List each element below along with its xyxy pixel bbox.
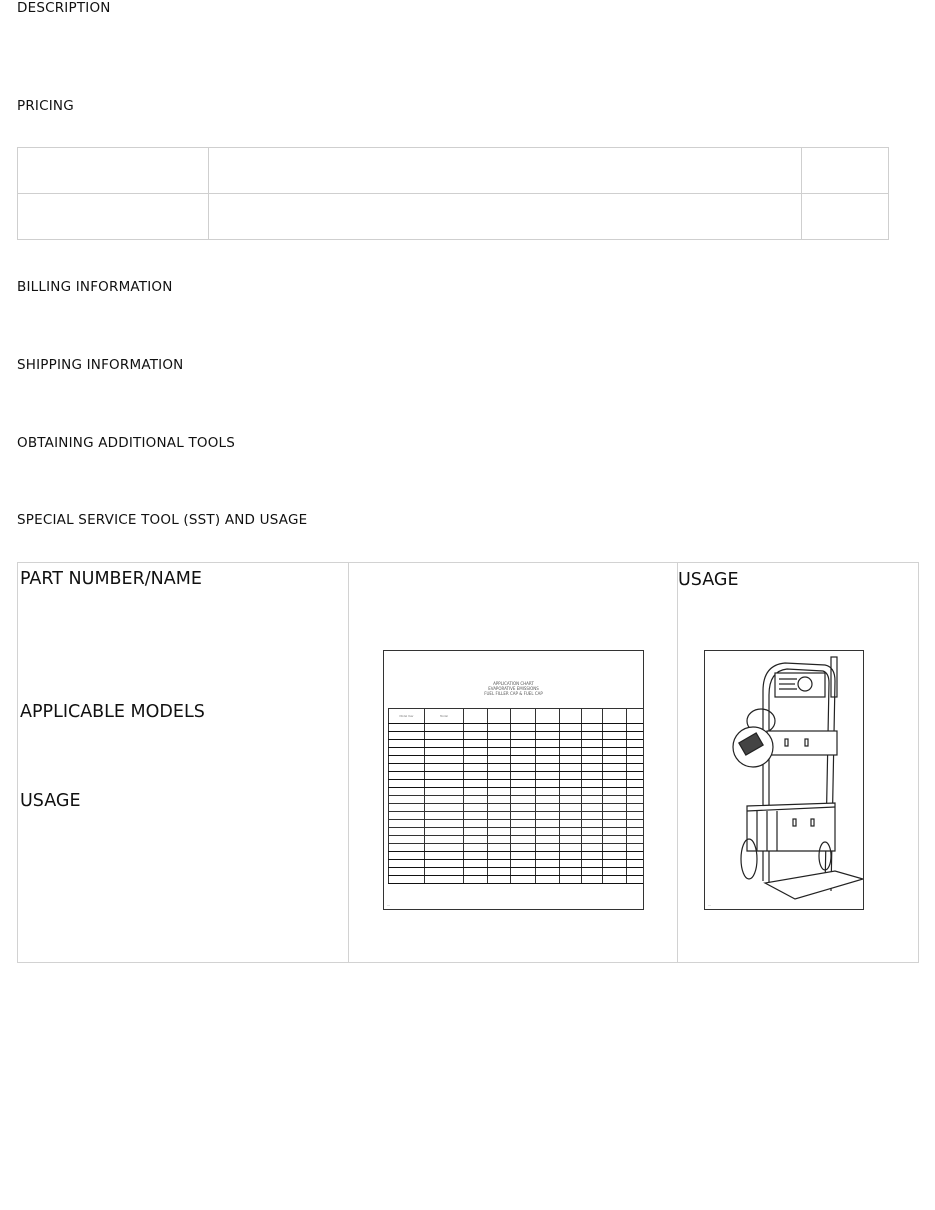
- pricing-cell: [18, 194, 209, 240]
- chart-header: [603, 709, 627, 724]
- chart-cell: [603, 812, 627, 820]
- chart-cell: [582, 780, 603, 788]
- chart-cell: [560, 756, 582, 764]
- chart-cell: [488, 788, 511, 796]
- chart-cell: [536, 852, 560, 860]
- chart-cell: [425, 740, 464, 748]
- chart-cell: [511, 756, 536, 764]
- chart-cell: [603, 844, 627, 852]
- chart-cell: [425, 804, 464, 812]
- chart-header: [627, 709, 645, 724]
- chart-cell: [425, 860, 464, 868]
- chart-cell: [536, 740, 560, 748]
- chart-cell: [582, 876, 603, 884]
- chart-cell: [536, 756, 560, 764]
- chart-row: [389, 756, 645, 764]
- application-chart-figure: [383, 650, 644, 910]
- chart-cell: [627, 796, 645, 804]
- pricing-cell: [18, 148, 209, 194]
- chart-cell: [560, 836, 582, 844]
- chart-cell: [536, 876, 560, 884]
- chart-row: [389, 812, 645, 820]
- chart-title-line: FUEL FILLER CAP & FUEL CAP: [484, 691, 543, 696]
- chart-title: [384, 681, 643, 696]
- chart-cell: [582, 812, 603, 820]
- chart-cell: [560, 876, 582, 884]
- chart-cell: [560, 732, 582, 740]
- chart-cell: [488, 804, 511, 812]
- chart-cell: [627, 852, 645, 860]
- chart-cell: [536, 868, 560, 876]
- chart-cell: [582, 820, 603, 828]
- chart-cell: [389, 812, 425, 820]
- chart-row: [389, 796, 645, 804]
- chart-cell: [464, 868, 488, 876]
- chart-cell: [536, 844, 560, 852]
- chart-row: [389, 748, 645, 756]
- chart-cell: [425, 764, 464, 772]
- sst-usage-heading: SPECIAL SERVICE TOOL (SST) AND USAGE: [17, 512, 308, 528]
- chart-cell: [627, 860, 645, 868]
- chart-row: [389, 836, 645, 844]
- chart-cell: [582, 732, 603, 740]
- chart-cell: [560, 724, 582, 732]
- chart-cell: [582, 828, 603, 836]
- chart-cell: [536, 820, 560, 828]
- chart-cell: [389, 764, 425, 772]
- chart-cell: [425, 788, 464, 796]
- chart-cell: [603, 852, 627, 860]
- chart-cell: [560, 844, 582, 852]
- application-chart-table: [388, 708, 644, 884]
- chart-cell: [603, 836, 627, 844]
- chart-cell: [536, 748, 560, 756]
- tool-cart-illustration: [704, 650, 864, 910]
- application-chart-cell: [349, 563, 678, 963]
- chart-cell: [603, 876, 627, 884]
- chart-cell: [425, 724, 464, 732]
- chart-row: [389, 780, 645, 788]
- part-number-label: PART NUMBER/NAME: [20, 569, 202, 589]
- chart-cell: [603, 804, 627, 812]
- chart-cell: [603, 788, 627, 796]
- chart-cell: [511, 828, 536, 836]
- chart-cell: [464, 876, 488, 884]
- chart-cell: [488, 724, 511, 732]
- chart-cell: [582, 740, 603, 748]
- chart-cell: [389, 828, 425, 836]
- chart-header: [464, 709, 488, 724]
- chart-cell: [511, 836, 536, 844]
- chart-cell: [389, 756, 425, 764]
- chart-cell: [389, 852, 425, 860]
- chart-cell: [603, 732, 627, 740]
- chart-cell: [603, 860, 627, 868]
- chart-cell: [488, 852, 511, 860]
- chart-cell: [582, 868, 603, 876]
- chart-cell: [582, 804, 603, 812]
- chart-cell: [560, 860, 582, 868]
- usage-label: USAGE: [20, 791, 81, 811]
- chart-cell: [464, 780, 488, 788]
- chart-cell: [464, 724, 488, 732]
- chart-cell: [389, 780, 425, 788]
- pricing-table: [17, 147, 889, 240]
- applicable-models-label: APPLICABLE MODELS: [20, 702, 205, 722]
- chart-cell: [582, 844, 603, 852]
- chart-cell: [464, 732, 488, 740]
- chart-cell: [582, 796, 603, 804]
- chart-cell: [425, 828, 464, 836]
- chart-cell: [627, 772, 645, 780]
- chart-cell: [536, 772, 560, 780]
- chart-cell: [536, 780, 560, 788]
- chart-cell: [464, 860, 488, 868]
- chart-cell: [603, 868, 627, 876]
- chart-cell: [603, 764, 627, 772]
- chart-header: [560, 709, 582, 724]
- chart-cell: [425, 796, 464, 804]
- chart-cell: [603, 772, 627, 780]
- chart-cell: [464, 764, 488, 772]
- chart-cell: [464, 788, 488, 796]
- chart-cell: [425, 868, 464, 876]
- chart-cell: [389, 860, 425, 868]
- sst-info-cell: [18, 563, 349, 963]
- chart-cell: [425, 812, 464, 820]
- chart-cell: [582, 724, 603, 732]
- chart-cell: [425, 748, 464, 756]
- chart-cell: [488, 740, 511, 748]
- chart-row: [389, 820, 645, 828]
- chart-row: [389, 772, 645, 780]
- chart-cell: [560, 796, 582, 804]
- chart-cell: [536, 788, 560, 796]
- chart-header: Model Year: [389, 709, 425, 724]
- chart-cell: [627, 764, 645, 772]
- chart-cell: [488, 876, 511, 884]
- chart-row: [389, 828, 645, 836]
- chart-cell: [488, 796, 511, 804]
- chart-cell: [389, 724, 425, 732]
- chart-cell: [488, 756, 511, 764]
- tool-cart-icon: [705, 651, 863, 909]
- chart-cell: [488, 828, 511, 836]
- chart-cell: [488, 844, 511, 852]
- chart-header: [488, 709, 511, 724]
- chart-cell: [627, 748, 645, 756]
- chart-cell: [511, 860, 536, 868]
- chart-cell: [536, 764, 560, 772]
- chart-cell: [464, 804, 488, 812]
- chart-cell: [627, 724, 645, 732]
- chart-cell: [464, 836, 488, 844]
- chart-cell: [536, 732, 560, 740]
- chart-cell: [560, 780, 582, 788]
- figure-code: ...: [708, 903, 712, 907]
- chart-cell: [582, 772, 603, 780]
- chart-cell: [511, 812, 536, 820]
- chart-cell: [511, 748, 536, 756]
- chart-cell: [627, 868, 645, 876]
- chart-cell: [488, 732, 511, 740]
- chart-cell: [560, 764, 582, 772]
- chart-cell: [627, 780, 645, 788]
- chart-cell: [627, 756, 645, 764]
- chart-cell: [627, 732, 645, 740]
- chart-cell: [603, 820, 627, 828]
- chart-cell: [389, 868, 425, 876]
- chart-cell: [464, 852, 488, 860]
- chart-cell: [560, 788, 582, 796]
- chart-cell: [488, 860, 511, 868]
- chart-cell: [488, 812, 511, 820]
- chart-cell: [464, 844, 488, 852]
- chart-cell: [425, 876, 464, 884]
- chart-cell: [560, 740, 582, 748]
- chart-cell: [582, 748, 603, 756]
- pricing-cell: [802, 148, 889, 194]
- shipping-heading: SHIPPING INFORMATION: [17, 357, 184, 373]
- chart-cell: [464, 796, 488, 804]
- chart-cell: [560, 812, 582, 820]
- chart-cell: [536, 828, 560, 836]
- chart-cell: [560, 748, 582, 756]
- pricing-row: [18, 148, 889, 194]
- chart-cell: [627, 876, 645, 884]
- chart-cell: [582, 860, 603, 868]
- chart-cell: [511, 732, 536, 740]
- chart-cell: [389, 788, 425, 796]
- chart-cell: [488, 764, 511, 772]
- chart-cell: [511, 868, 536, 876]
- chart-cell: [603, 756, 627, 764]
- chart-cell: [389, 820, 425, 828]
- chart-row: [389, 732, 645, 740]
- chart-cell: [603, 828, 627, 836]
- chart-cell: [425, 780, 464, 788]
- chart-cell: [603, 740, 627, 748]
- chart-cell: [488, 836, 511, 844]
- chart-cell: [425, 852, 464, 860]
- chart-cell: [560, 772, 582, 780]
- sst-table: [17, 562, 919, 963]
- chart-cell: [511, 724, 536, 732]
- pricing-row: [18, 194, 889, 240]
- chart-row: [389, 724, 645, 732]
- chart-cell: [536, 812, 560, 820]
- chart-cell: [425, 836, 464, 844]
- chart-cell: [464, 772, 488, 780]
- chart-header: [511, 709, 536, 724]
- chart-cell: [389, 732, 425, 740]
- chart-cell: [511, 772, 536, 780]
- chart-cell: [603, 796, 627, 804]
- chart-cell: [464, 756, 488, 764]
- chart-cell: [389, 796, 425, 804]
- chart-cell: [389, 740, 425, 748]
- chart-cell: [536, 804, 560, 812]
- chart-cell: [560, 820, 582, 828]
- chart-cell: [627, 844, 645, 852]
- chart-cell: [464, 820, 488, 828]
- chart-cell: [389, 876, 425, 884]
- chart-cell: [389, 772, 425, 780]
- chart-cell: [582, 756, 603, 764]
- chart-cell: [582, 852, 603, 860]
- chart-cell: [582, 836, 603, 844]
- description-heading: DESCRIPTION: [17, 0, 111, 16]
- chart-cell: [389, 804, 425, 812]
- chart-title-line: APPLICATION CHART: [493, 681, 534, 686]
- chart-cell: [627, 836, 645, 844]
- chart-cell: [511, 804, 536, 812]
- chart-header: Model: [425, 709, 464, 724]
- obtaining-tools-heading: OBTAINING ADDITIONAL TOOLS: [17, 435, 236, 451]
- chart-row: [389, 852, 645, 860]
- chart-cell: [511, 788, 536, 796]
- chart-title-line: EVAPORATIVE EMISSIONS: [488, 686, 539, 691]
- pricing-cell: [802, 194, 889, 240]
- chart-cell: [582, 788, 603, 796]
- chart-cell: [603, 724, 627, 732]
- chart-cell: [389, 844, 425, 852]
- chart-row: [389, 740, 645, 748]
- chart-cell: [425, 844, 464, 852]
- chart-cell: [464, 748, 488, 756]
- chart-cell: [425, 756, 464, 764]
- pricing-heading: PRICING: [17, 98, 74, 114]
- chart-cell: [425, 772, 464, 780]
- chart-row: [389, 876, 645, 884]
- chart-cell: [425, 820, 464, 828]
- chart-cell: [536, 860, 560, 868]
- chart-cell: [464, 812, 488, 820]
- chart-cell: [511, 780, 536, 788]
- chart-cell: [536, 724, 560, 732]
- chart-cell: [603, 780, 627, 788]
- chart-cell: [627, 828, 645, 836]
- chart-cell: [464, 740, 488, 748]
- pricing-cell: [209, 148, 802, 194]
- chart-cell: [560, 852, 582, 860]
- chart-header: [536, 709, 560, 724]
- chart-cell: [627, 812, 645, 820]
- usage-label-right: USAGE: [678, 570, 739, 590]
- chart-cell: [488, 868, 511, 876]
- chart-cell: [560, 868, 582, 876]
- chart-cell: [511, 740, 536, 748]
- chart-cell: [627, 740, 645, 748]
- chart-row: [389, 804, 645, 812]
- chart-cell: [560, 828, 582, 836]
- chart-cell: [511, 876, 536, 884]
- billing-heading: BILLING INFORMATION: [17, 279, 173, 295]
- chart-cell: [511, 844, 536, 852]
- chart-row: [389, 868, 645, 876]
- chart-cell: [536, 836, 560, 844]
- chart-row: [389, 764, 645, 772]
- chart-cell: [627, 820, 645, 828]
- chart-cell: [464, 828, 488, 836]
- chart-row: [389, 788, 645, 796]
- chart-cell: [560, 804, 582, 812]
- chart-cell: [488, 820, 511, 828]
- chart-cell: [488, 780, 511, 788]
- chart-header-row: [389, 709, 645, 724]
- chart-cell: [627, 804, 645, 812]
- figure-code: ...: [387, 903, 391, 907]
- chart-cell: [536, 796, 560, 804]
- chart-cell: [511, 820, 536, 828]
- chart-cell: [389, 836, 425, 844]
- chart-row: [389, 860, 645, 868]
- chart-row: [389, 844, 645, 852]
- chart-cell: [511, 852, 536, 860]
- pricing-cell: [209, 194, 802, 240]
- chart-cell: [488, 748, 511, 756]
- chart-cell: [511, 796, 536, 804]
- chart-cell: [511, 764, 536, 772]
- chart-cell: [582, 764, 603, 772]
- chart-cell: [603, 748, 627, 756]
- chart-cell: [425, 732, 464, 740]
- chart-cell: [488, 772, 511, 780]
- chart-cell: [627, 788, 645, 796]
- tool-illustration-cell: [678, 563, 919, 963]
- chart-header: [582, 709, 603, 724]
- chart-cell: [389, 748, 425, 756]
